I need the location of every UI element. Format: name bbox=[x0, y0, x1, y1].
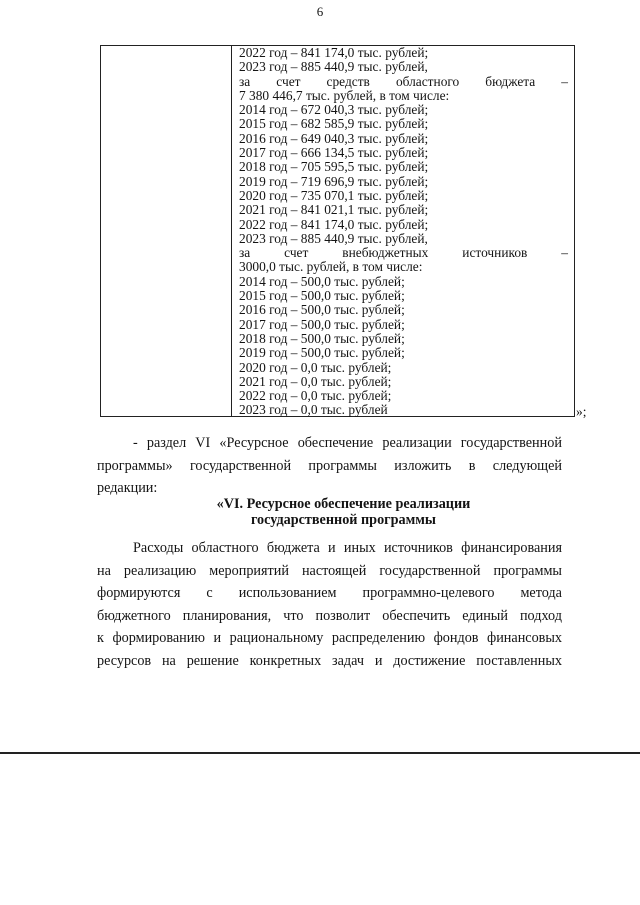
table-line: 2017 год – 500,0 тыс. рублей; bbox=[239, 316, 405, 332]
word: с bbox=[206, 585, 213, 601]
word: бюджетного bbox=[97, 607, 171, 624]
word: ресурсов bbox=[97, 652, 152, 669]
page-number: 6 bbox=[316, 4, 324, 19]
table-line: 2016 год – 500,0 тыс. рублей; bbox=[239, 302, 405, 318]
table-line bbox=[239, 75, 568, 89]
table-line: 2019 год – 500,0 тыс. рублей; bbox=[239, 345, 405, 361]
word: областного bbox=[395, 73, 460, 89]
word: финансирования bbox=[461, 540, 562, 556]
table-line bbox=[239, 246, 568, 260]
word: счет bbox=[284, 245, 309, 261]
table-line: 2022 год – 841 174,0 тыс. рублей; bbox=[239, 216, 429, 232]
body-line bbox=[97, 605, 562, 628]
word: к bbox=[97, 630, 104, 646]
word: решение bbox=[186, 652, 239, 669]
word: изложить bbox=[394, 457, 452, 474]
word: источников bbox=[383, 540, 453, 556]
word: иных bbox=[343, 540, 376, 556]
word: распределению bbox=[331, 630, 426, 646]
word: за bbox=[239, 245, 251, 261]
table-line: 2020 год – 735 070,1 тыс. рублей; bbox=[239, 187, 429, 203]
word: программно-целевого bbox=[362, 585, 495, 601]
word: за bbox=[239, 73, 251, 89]
word: обеспечение bbox=[297, 435, 374, 451]
amendment-line bbox=[97, 455, 562, 478]
word: фондов bbox=[433, 630, 479, 646]
bottom-rule bbox=[0, 752, 640, 754]
word: внебюджетных bbox=[342, 245, 429, 261]
closing-quote-mark: »; bbox=[576, 404, 587, 419]
word: – bbox=[561, 245, 568, 261]
word: позволит bbox=[315, 607, 371, 624]
word: и bbox=[328, 540, 336, 556]
word: государственной bbox=[460, 435, 562, 451]
body-line bbox=[97, 650, 562, 673]
section-heading-line-1: «VI. Ресурсное обеспечение реализации bbox=[216, 496, 471, 512]
word: на bbox=[161, 652, 176, 669]
word: счет bbox=[276, 73, 301, 89]
financing-cell bbox=[239, 46, 568, 418]
table-line: 2020 год – 0,0 тыс. рублей; bbox=[239, 359, 392, 375]
word: раздел bbox=[146, 435, 187, 451]
word: использованием bbox=[238, 585, 337, 601]
section-heading-line-2: государственной программы bbox=[250, 512, 437, 528]
amendment-paragraph bbox=[97, 432, 562, 500]
word: «Ресурсное bbox=[219, 435, 289, 451]
word: формируются bbox=[97, 585, 181, 601]
table-line: 2018 год – 500,0 тыс. рублей; bbox=[239, 330, 405, 346]
word: реализацию bbox=[123, 562, 197, 579]
table-line: 2023 год – 0,0 тыс. рублей bbox=[239, 402, 388, 418]
word: - bbox=[133, 435, 138, 451]
financing-table bbox=[100, 45, 575, 417]
word: – bbox=[561, 73, 568, 89]
word: поставленных bbox=[476, 652, 562, 669]
table-line: 7 380 446,7 тыс. рублей, в том числе: bbox=[239, 87, 450, 103]
table-line: 2021 год – 841 021,1 тыс. рублей; bbox=[239, 202, 429, 218]
word: настоящей bbox=[301, 562, 367, 579]
table-line: 2017 год – 666 134,5 тыс. рублей; bbox=[239, 145, 429, 161]
body-paragraph bbox=[97, 537, 562, 672]
word: единый bbox=[462, 607, 508, 624]
word: программы bbox=[493, 562, 562, 579]
word: VI bbox=[195, 435, 211, 451]
word: в bbox=[468, 457, 476, 474]
word: финансовых bbox=[487, 630, 562, 646]
section-heading bbox=[97, 496, 562, 528]
table-line: 2023 год – 885 440,9 тыс. рублей, bbox=[239, 59, 428, 75]
word: что bbox=[283, 607, 304, 624]
word: задач bbox=[332, 652, 364, 669]
word: бюджета bbox=[485, 73, 536, 89]
word: на bbox=[97, 562, 111, 579]
word: реализации bbox=[382, 435, 452, 451]
table-line: 2014 год – 672 040,3 тыс. рублей; bbox=[239, 102, 429, 118]
word: достижение bbox=[393, 652, 466, 669]
word: и bbox=[213, 630, 222, 646]
body-line bbox=[97, 582, 562, 605]
word: программы» bbox=[97, 457, 173, 474]
word: редакции: bbox=[97, 480, 158, 496]
table-line: 2018 год – 705 595,5 тыс. рублей; bbox=[239, 159, 429, 175]
word: конкретных bbox=[249, 652, 322, 669]
word: мероприятий bbox=[209, 562, 289, 579]
body-line bbox=[97, 537, 562, 560]
table-line: 2021 год – 0,0 тыс. рублей; bbox=[239, 373, 392, 389]
word: государственной bbox=[189, 457, 292, 474]
table-line: 2023 год – 885 440,9 тыс. рублей, bbox=[239, 230, 428, 246]
table-line: 2015 год – 682 585,9 тыс. рублей; bbox=[239, 116, 429, 132]
table-column-divider bbox=[231, 46, 232, 416]
amendment-line bbox=[97, 432, 562, 455]
word: Расходы bbox=[133, 540, 184, 556]
table-line: 2022 год – 0,0 тыс. рублей; bbox=[239, 388, 392, 404]
word: областного bbox=[191, 540, 259, 556]
table-line: 3000,0 тыс. рублей, в том числе: bbox=[239, 259, 423, 275]
word: программы bbox=[308, 457, 377, 474]
word: подход bbox=[519, 607, 562, 624]
word: средств bbox=[326, 73, 370, 89]
table-line: 2019 год – 719 696,9 тыс. рублей; bbox=[239, 173, 429, 189]
word: и bbox=[374, 652, 383, 669]
table-line: 2015 год – 500,0 тыс. рублей; bbox=[239, 288, 405, 304]
word: планирования, bbox=[182, 607, 272, 624]
body-line bbox=[97, 627, 562, 650]
word: следующей bbox=[492, 457, 562, 474]
table-line: 2014 год – 500,0 тыс. рублей; bbox=[239, 273, 405, 289]
word: обеспечить bbox=[382, 607, 451, 624]
table-line: 2016 год – 649 040,3 тыс. рублей; bbox=[239, 130, 429, 146]
word: формированию bbox=[112, 630, 205, 646]
table-line: 2022 год – 841 174,0 тыс. рублей; bbox=[239, 45, 429, 60]
word: государственной bbox=[379, 562, 481, 579]
word: метода bbox=[520, 585, 562, 601]
word: рациональному bbox=[229, 630, 324, 646]
word: бюджета bbox=[266, 540, 320, 556]
word: источников bbox=[462, 245, 528, 261]
body-line bbox=[97, 560, 562, 583]
